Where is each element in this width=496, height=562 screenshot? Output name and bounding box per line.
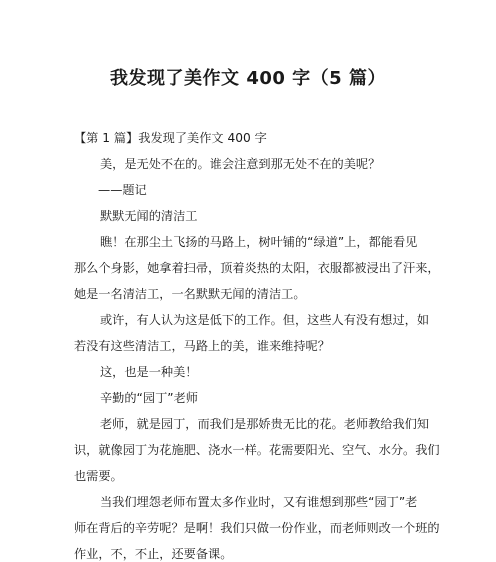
paragraph-line: 若没有这些清洁工，马路上的美，谁来维持呢？	[74, 339, 330, 353]
subheading: 辛勤的“园丁”老师	[100, 391, 198, 405]
paragraph-line: 美，是无处不在的。谁会注意到那无处不在的美呢？	[100, 157, 381, 171]
paragraph-line: 也需要。	[74, 469, 123, 483]
paragraph-line: 作业，不，不止，还要备课。	[74, 547, 233, 561]
article-title: 我发现了美作文 400 字（5 篇）	[110, 68, 386, 89]
section-heading: 【第 1 篇】我发现了美作文 400 字	[74, 131, 267, 145]
paragraph-line: 识，就像园丁为花施肥、浇水一样。花需要阳光、空气、水分。我们	[74, 443, 440, 457]
paragraph-line: 那么个身影，她拿着扫帚，顶着炎热的太阳，衣服都被浸出了汗来，	[74, 261, 440, 275]
paragraph-line: 师在背后的辛劳呢？是啊！我们只做一份作业，而老师则改一个班的	[74, 521, 440, 535]
paragraph-line: 这，也是一种美！	[100, 365, 198, 379]
subheading: 默默无闻的清洁工	[100, 209, 198, 223]
paragraph-line: 她是一名清洁工，一名默默无闻的清洁工。	[74, 287, 306, 301]
paragraph-line: 老师，就是园丁，而我们是那娇贵无比的花。老师教给我们知	[100, 417, 430, 431]
paragraph-line: 或许，有人认为这是低下的工作。但，这些人有没有想过，如	[100, 313, 430, 327]
epigraph-attribution: ——题记	[98, 183, 147, 197]
paragraph-line: 瞧！在那尘土飞扬的马路上，树叶铺的“绿道”上，都能看见	[100, 235, 418, 249]
paragraph-line: 当我们埋怨老师布置太多作业时，又有谁想到那些“园丁”老	[100, 495, 418, 509]
